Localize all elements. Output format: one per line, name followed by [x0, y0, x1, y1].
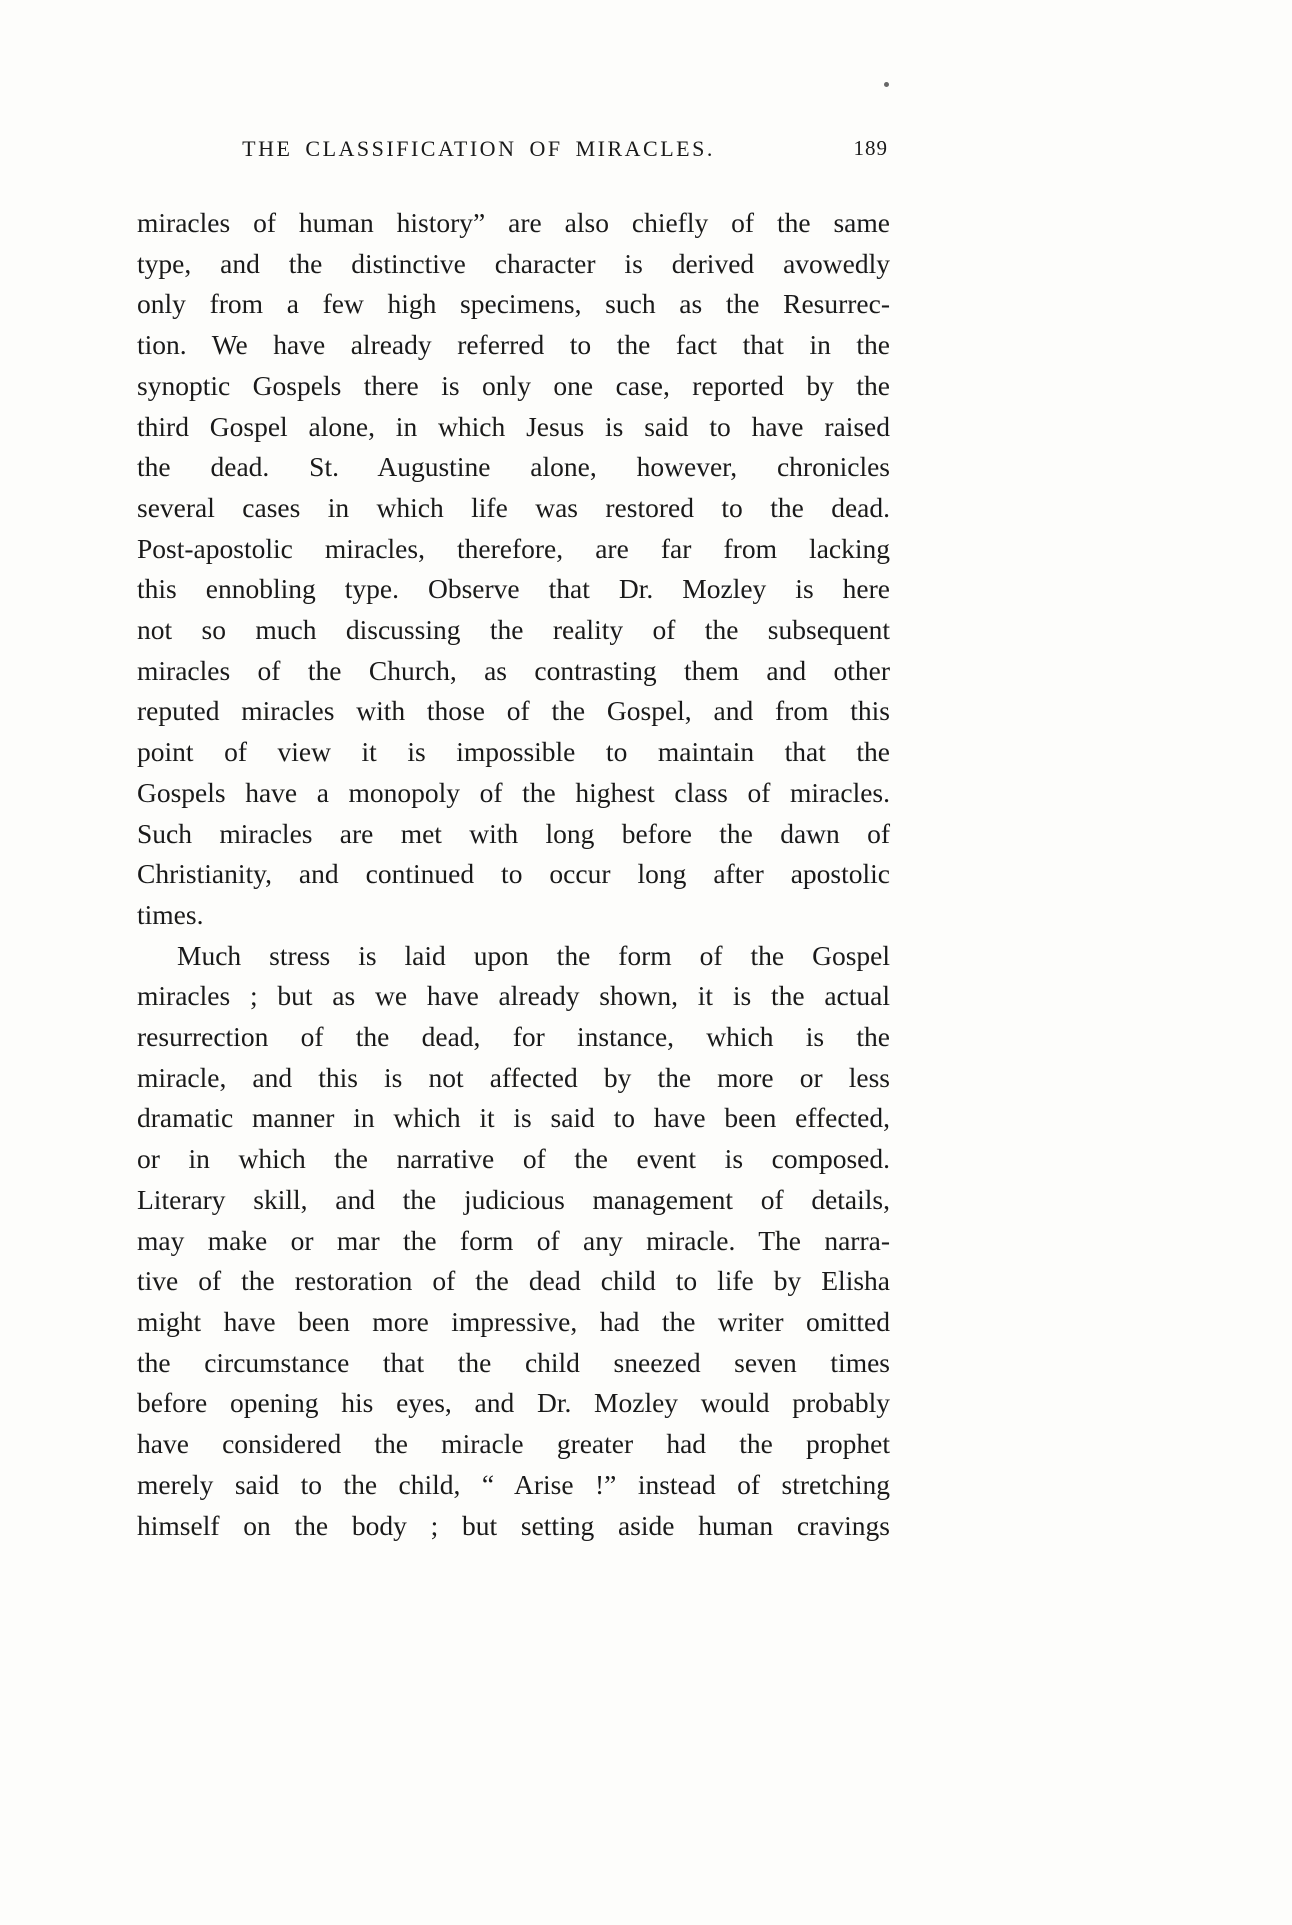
text-line: the circumstance that the child sneezed seven times	[137, 1346, 890, 1378]
text-line: Gospels have a monopoly of the highest class of miracles.	[137, 776, 890, 808]
paragraph	[137, 936, 890, 1547]
text-line: third Gospel alone, in which Jesus is said to have raised	[137, 410, 890, 442]
running-header	[137, 136, 890, 166]
text-line: tive of the restoration of the dead child to life by Elisha	[137, 1265, 890, 1297]
text-line: tion. We have already referred to the fact that in the	[137, 329, 890, 361]
scan-artifact-dot	[884, 82, 889, 87]
text-line: several cases in which life was restored to the dead.	[137, 491, 890, 523]
text-line: Such miracles are met with long before the dawn of	[137, 817, 890, 849]
page-body	[137, 203, 890, 1546]
text-line: miracles of the Church, as contrasting them and other	[137, 654, 890, 686]
page-number: 189	[853, 136, 888, 160]
text-line: miracle, and this is not affected by the more or less	[137, 1061, 890, 1093]
text-line: this ennobling type. Observe that Dr. Mozley is here	[137, 573, 890, 605]
text-line: miracles of human history” are also chiefly of the same	[137, 207, 890, 238]
text-line: not so much discussing the reality of the subsequent	[137, 614, 890, 646]
text-line: Christianity, and continued to occur long after apostolic	[137, 858, 890, 890]
text-line: may make or mar the form of any miracle. The narra-	[137, 1224, 890, 1256]
text-line: Literary skill, and the judicious management of details,	[137, 1183, 890, 1215]
text-line: reputed miracles with those of the Gospel, and from this	[137, 695, 890, 727]
text-line: have considered the miracle greater had the prophet	[137, 1428, 890, 1460]
text-line: might have been more impressive, had the writer omitted	[137, 1305, 890, 1337]
text-line: Much stress is laid upon the form of the Gospel	[177, 939, 890, 971]
text-line: Post-apostolic miracles, therefore, are far from lacking	[137, 532, 890, 564]
text-line: synoptic Gospels there is only one case, reported by the	[137, 369, 890, 401]
text-line: before opening his eyes, and Dr. Mozley would probably	[137, 1387, 890, 1419]
text-line: point of view it is impossible to maintain that the	[137, 736, 890, 768]
text-line: only from a few high specimens, such as the Resurrec-	[137, 288, 890, 320]
running-header-title: THE CLASSIFICATION OF MIRACLES.	[242, 136, 715, 161]
text-block	[137, 136, 890, 1546]
text-line: himself on the body ; but setting aside human cravings	[137, 1509, 890, 1541]
text-line: miracles ; but as we have already shown, it is the actual	[137, 980, 890, 1012]
text-line: the dead. St. Augustine alone, however, chronicles	[137, 451, 890, 483]
paragraph	[137, 203, 890, 936]
text-line: times.	[137, 898, 204, 930]
text-line: merely said to the child, “ Arise !” instead of stretching	[137, 1468, 890, 1500]
text-line: or in which the narrative of the event is composed.	[137, 1143, 890, 1175]
text-line: dramatic manner in which it is said to have been effected,	[137, 1102, 890, 1134]
text-line: resurrection of the dead, for instance, which is the	[137, 1021, 890, 1053]
text-line: type, and the distinctive character is derived avowedly	[137, 247, 890, 279]
